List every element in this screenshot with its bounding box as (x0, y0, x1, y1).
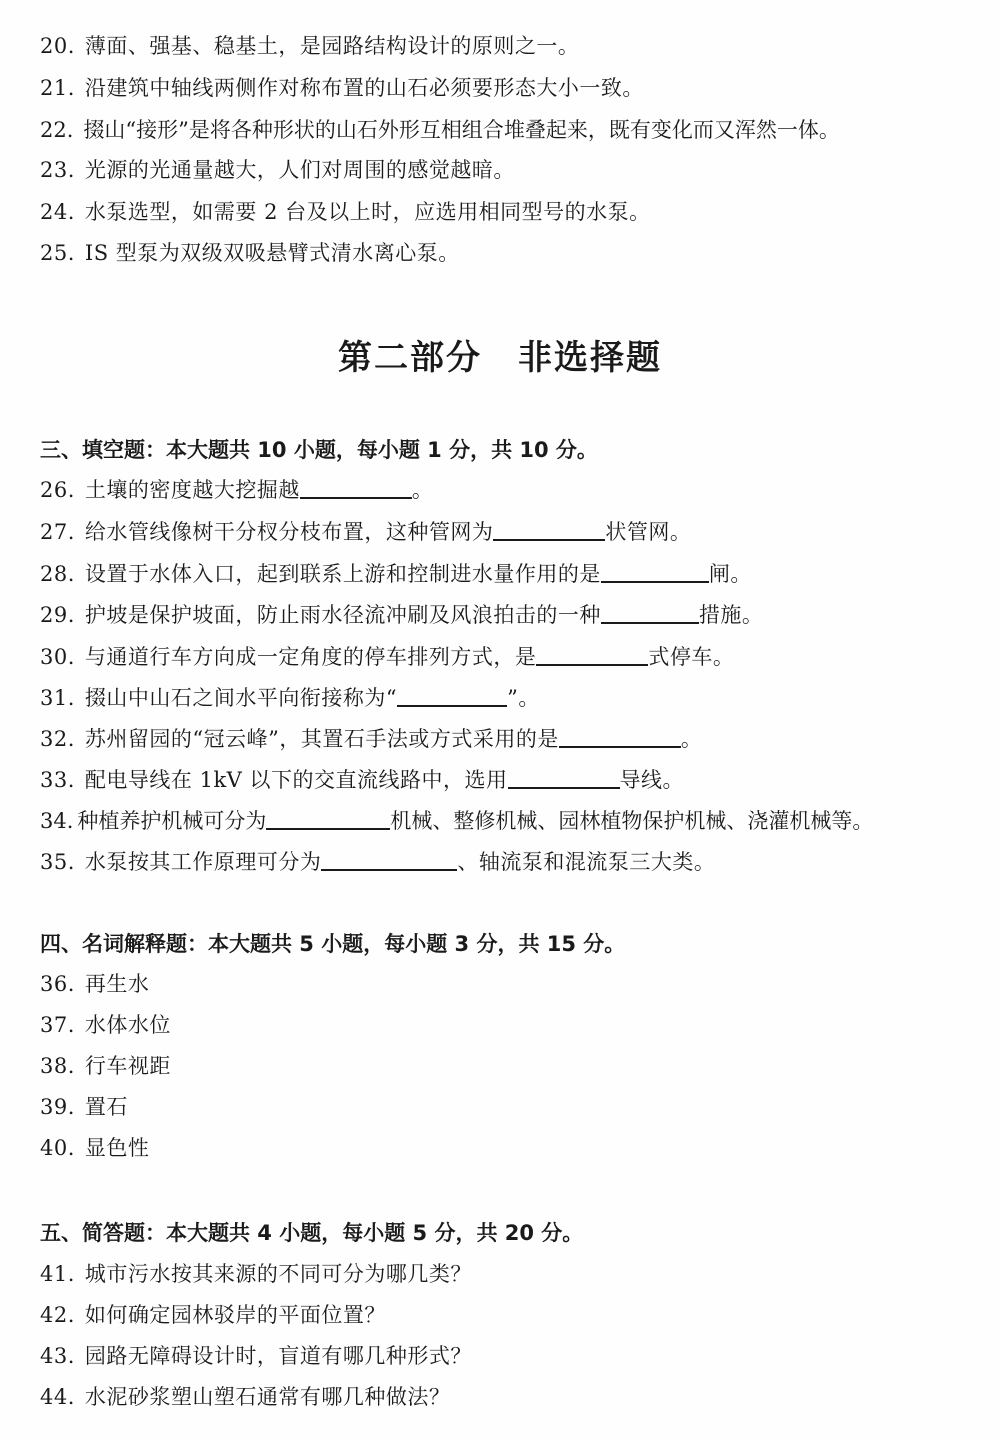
question-number: 28. (40, 562, 75, 586)
question-text-before: 掇山中山石之间水平向衔接称为“ (84, 686, 398, 710)
question-text: 沿建筑中轴线两侧作对称布置的山石必须要形态大小一致。 (84, 76, 644, 100)
question-40 (40, 1134, 149, 1162)
question-23 (40, 156, 515, 184)
question-text-after: 、轴流泵和混流泵三大类。 (457, 850, 716, 874)
question-number: 30. (40, 645, 75, 669)
question-text: 园路无障碍设计时，盲道有哪几种形式？ (84, 1344, 472, 1368)
question-number: 42. (40, 1303, 75, 1327)
question-text-before: 设置于水体入口，起到联系上游和控制进水量作用的是 (84, 562, 601, 586)
question-number: 27. (40, 520, 75, 544)
question-number: 22. (40, 118, 74, 142)
section-fill-heading: 三、填空题：本大题共 10 小题，每小题 1 分，共 10 分。 (40, 438, 598, 462)
answer-blank[interactable] (508, 767, 620, 789)
question-text-before: 土壤的密度越大挖掘越 (84, 478, 300, 502)
question-text: 水体水位 (84, 1013, 171, 1037)
question-number: 39. (40, 1095, 75, 1119)
question-number: 20. (40, 34, 75, 58)
question-22 (40, 116, 840, 144)
question-34 (40, 807, 873, 835)
question-37 (40, 1011, 171, 1039)
question-27 (40, 518, 691, 546)
question-text: IS 型泵为双级双吸悬臂式清水离心泵。 (84, 241, 460, 265)
question-text-after: 。 (411, 478, 434, 502)
answer-blank[interactable] (601, 602, 699, 624)
part-two-title: 第二部分 非选择题 (338, 338, 662, 378)
question-number: 41. (40, 1262, 75, 1286)
question-31 (40, 684, 540, 712)
question-44 (40, 1383, 450, 1411)
question-text-before: 配电导线在 1kV 以下的交直流线路中，选用 (84, 768, 508, 792)
question-number: 31. (40, 686, 75, 710)
question-text-after: 措施。 (698, 603, 764, 627)
question-text-after: 闸。 (708, 562, 752, 586)
question-number: 33. (40, 768, 75, 792)
answer-blank[interactable] (559, 726, 681, 748)
question-43 (40, 1342, 472, 1370)
question-text-after: 状管网。 (605, 520, 692, 544)
answer-blank[interactable] (321, 849, 457, 871)
question-text: 城市污水按其来源的不同可分为哪几类？ (84, 1262, 472, 1286)
question-text: 水泥砂浆塑山塑石通常有哪几种做法？ (84, 1385, 451, 1409)
question-38 (40, 1052, 171, 1080)
question-41 (40, 1260, 472, 1288)
question-text-after: 导线。 (619, 768, 685, 792)
question-text-after: 机械、整修机械、园林植物保护机械、浇灌机械等。 (390, 809, 874, 833)
question-number: 34. (40, 809, 74, 833)
question-30 (40, 643, 734, 671)
question-28 (40, 560, 752, 588)
question-26 (40, 476, 433, 504)
question-20 (40, 32, 579, 60)
section-terms-heading: 四、名词解释题：本大题共 5 小题，每小题 3 分，共 15 分。 (40, 932, 626, 956)
section-short-heading: 五、简答题：本大题共 4 小题，每小题 5 分，共 20 分。 (40, 1221, 584, 1245)
question-text-before: 苏州留园的“冠云峰”，其置石手法或方式采用的是 (84, 727, 559, 751)
question-number: 25. (40, 241, 75, 265)
question-text: 如何确定园林驳岸的平面位置？ (84, 1303, 386, 1327)
answer-blank[interactable] (493, 519, 605, 541)
question-number: 24. (40, 200, 75, 224)
question-number: 37. (40, 1013, 75, 1037)
question-35 (40, 848, 715, 876)
question-number: 26. (40, 478, 75, 502)
question-29 (40, 601, 763, 629)
question-text-after: 。 (680, 727, 703, 751)
question-42 (40, 1301, 386, 1329)
question-text-before: 给水管线像树干分杈分枝布置，这种管网为 (84, 520, 494, 544)
question-text: 薄面、强基、稳基土，是园路结构设计的原则之一。 (84, 34, 580, 58)
question-33 (40, 766, 684, 794)
question-text-after: 式停车。 (648, 645, 735, 669)
question-number: 40. (40, 1136, 75, 1160)
question-25 (40, 239, 460, 267)
question-number: 35. (40, 850, 75, 874)
question-text: 水泵选型，如需要 2 台及以上时，应选用相同型号的水泵。 (84, 200, 651, 224)
question-text: 置石 (84, 1095, 128, 1119)
question-number: 29. (40, 603, 75, 627)
question-32 (40, 725, 702, 753)
question-number: 43. (40, 1344, 75, 1368)
question-text: 光源的光通量越大，人们对周围的感觉越暗。 (84, 158, 515, 182)
question-text: 显色性 (84, 1136, 150, 1160)
question-text: 再生水 (84, 972, 150, 996)
answer-blank[interactable] (536, 644, 648, 666)
question-number: 38. (40, 1054, 75, 1078)
question-text-before: 水泵按其工作原理可分为 (84, 850, 322, 874)
question-text-before: 种植养护机械可分为 (77, 809, 267, 833)
question-text-before: 护坡是保护坡面，防止雨水径流冲刷及风浪拍击的一种 (84, 603, 601, 627)
question-number: 44. (40, 1385, 75, 1409)
question-number: 23. (40, 158, 75, 182)
question-24 (40, 198, 651, 226)
question-text: 行车视距 (84, 1054, 171, 1078)
question-text-before: 与通道行车方向成一定角度的停车排列方式，是 (84, 645, 537, 669)
answer-blank[interactable] (300, 477, 412, 499)
answer-blank[interactable] (266, 808, 390, 830)
question-36 (40, 970, 149, 998)
question-number: 36. (40, 972, 75, 996)
question-number: 32. (40, 727, 75, 751)
answer-blank[interactable] (397, 685, 507, 707)
question-number: 21. (40, 76, 75, 100)
question-text-after: ”。 (507, 686, 540, 710)
answer-blank[interactable] (601, 561, 709, 583)
question-text: 掇山“接形”是将各种形状的山石外形互相组合堆叠起来，既有变化而又浑然一体。 (83, 118, 840, 142)
question-39 (40, 1093, 128, 1121)
question-21 (40, 74, 644, 102)
